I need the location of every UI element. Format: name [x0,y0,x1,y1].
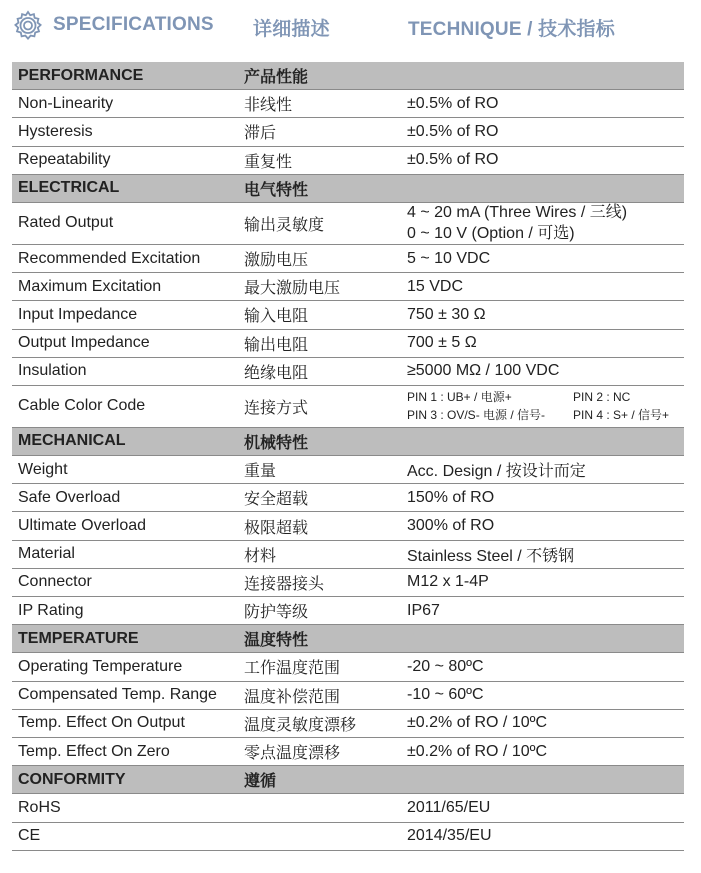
pin-item: PIN 3 : OV/S- 电源 / 信号- [407,408,546,423]
spec-name-cn: 电气特性 [244,181,309,199]
spec-value: ±0.2% of RO / 10ºC [407,714,548,732]
spec-name-cn: 激励电压 [244,252,309,270]
spec-row [12,484,684,512]
spec-name-en: Recommended Excitation [18,249,201,267]
spec-row [12,358,684,386]
spec-name-en: Insulation [18,362,87,380]
spec-value: ±0.5% of RO [407,94,499,112]
spec-value: 700 ± 5 Ω [407,334,477,352]
spec-name-cn: 输出灵敏度 [244,216,325,234]
pin-item: PIN 1 : UB+ / 电源+ [407,390,512,405]
spec-row [12,245,684,273]
spec-row [12,541,684,569]
spec-row [12,823,684,851]
spec-value: 15 VDC [407,277,464,295]
spec-name-cn: 温度特性 [244,632,309,650]
detailed-description-title: 详细描述 [253,19,330,40]
spec-name-en: Compensated Temp. Range [18,686,217,704]
spec-value: ≥5000 MΩ / 100 VDC [407,362,560,380]
spec-row [12,738,684,766]
spec-name-cn: 温度补偿范围 [244,688,341,706]
spec-value: Acc. Design / 按设计而定 [407,463,586,481]
spec-name-en: Weight [18,460,68,478]
spec-value: M12 x 1-4P [407,573,489,591]
spec-name-cn: 温度灵敏度漂移 [244,716,357,734]
specifications-title: SPECIFICATIONS [53,14,214,35]
spec-name-cn: 材料 [244,547,277,565]
pin-item: PIN 2 : NC [573,390,631,405]
spec-value [407,202,684,244]
spec-value: 150% of RO [407,488,495,506]
spec-name-cn: 遵循 [244,773,277,791]
spec-value: Stainless Steel / 不锈钢 [407,547,575,565]
spec-name-en: MECHANICAL [18,432,126,450]
pin-assignment [407,388,684,424]
spec-name-cn: 滞后 [244,125,277,143]
spec-name-en: Connector [18,573,92,591]
spec-row [12,386,684,428]
spec-name-en: ELECTRICAL [18,179,120,197]
spec-name-en: Input Impedance [18,305,138,323]
spec-value: 5 ~ 10 VDC [407,249,491,267]
spec-row [12,118,684,146]
spec-name-en: Hysteresis [18,122,93,140]
spec-name-en: RoHS [18,798,61,816]
spec-value: 2014/35/EU [407,827,492,845]
spec-name-en: Output Impedance [18,334,150,352]
spec-name-en: PERFORMANCE [18,66,144,84]
spec-name-cn: 安全超载 [244,491,309,509]
spec-name-cn: 重复性 [244,153,293,171]
section-header-row [12,428,684,456]
spec-name-cn: 连接器接头 [244,575,325,593]
header [0,0,701,50]
spec-value: IP67 [407,601,440,619]
spec-name-en: Operating Temperature [18,657,183,675]
spec-name-en: Material [18,545,75,563]
section-header-row [12,625,684,653]
spec-name-en: Repeatability [18,151,111,169]
spec-row [12,512,684,540]
spec-name-en: Safe Overload [18,488,121,506]
spec-name-cn: 防护等级 [244,604,309,622]
gear-icon [11,9,45,43]
spec-value: ±0.5% of RO [407,122,499,140]
spec-name-en: Rated Output [18,214,114,232]
spec-name-en: Temp. Effect On Output [18,714,185,732]
technique-title: TECHNIQUE / 技术指标 [408,19,615,40]
spec-name-en: CE [18,827,41,845]
spec-name-cn: 机械特性 [244,434,309,452]
spec-value-line: 4 ~ 20 mA (Three Wires / 三线) [407,204,628,222]
spec-row [12,597,684,625]
spec-name-cn: 产品性能 [244,69,309,87]
spec-name-en: Ultimate Overload [18,517,147,535]
spec-name-cn: 工作温度范围 [244,660,341,678]
spec-name-cn: 绝缘电阻 [244,364,309,382]
spec-value: -20 ~ 80ºC [407,657,484,675]
spec-value: 2011/65/EU [407,798,491,816]
spec-row [12,273,684,301]
spec-name-en: CONFORMITY [18,770,126,788]
spec-row [12,682,684,710]
spec-row [12,569,684,597]
spec-name-cn: 极限超载 [244,519,309,537]
spec-name-cn: 输出电阻 [244,336,309,354]
spec-row [12,301,684,329]
spec-row [12,794,684,822]
spec-name-en: Non-Linearity [18,94,114,112]
spec-row [12,203,684,245]
spec-name-en: Cable Color Code [18,397,146,415]
spec-value: -10 ~ 60ºC [407,686,484,704]
specifications-table [12,62,684,851]
spec-name-cn: 最大激励电压 [244,280,341,298]
spec-row [12,456,684,484]
spec-row [12,90,684,118]
spec-name-cn: 非线性 [244,97,293,115]
spec-row [12,710,684,738]
spec-row [12,147,684,175]
section-header-row [12,766,684,794]
spec-value: ±0.2% of RO / 10ºC [407,742,548,760]
spec-value: ±0.5% of RO [407,151,499,169]
spec-value: 300% of RO [407,517,495,535]
spec-name-en: IP Rating [18,601,84,619]
spec-row [12,330,684,358]
spec-row [12,653,684,681]
section-header-row [12,62,684,90]
spec-name-en: Maximum Excitation [18,277,162,295]
spec-name-cn: 输入电阻 [244,308,309,326]
spec-name-en: Temp. Effect On Zero [18,742,170,760]
spec-name-cn: 零点温度漂移 [244,745,341,763]
pin-item: PIN 4 : S+ / 信号+ [573,408,670,423]
section-header-row [12,175,684,203]
spec-value-line: 0 ~ 10 V (Option / 可选) [407,225,575,243]
spec-name-cn: 重量 [244,463,277,481]
spec-name-cn: 连接方式 [244,399,309,417]
spec-value: 750 ± 30 Ω [407,305,486,323]
spec-name-en: TEMPERATURE [18,629,139,647]
